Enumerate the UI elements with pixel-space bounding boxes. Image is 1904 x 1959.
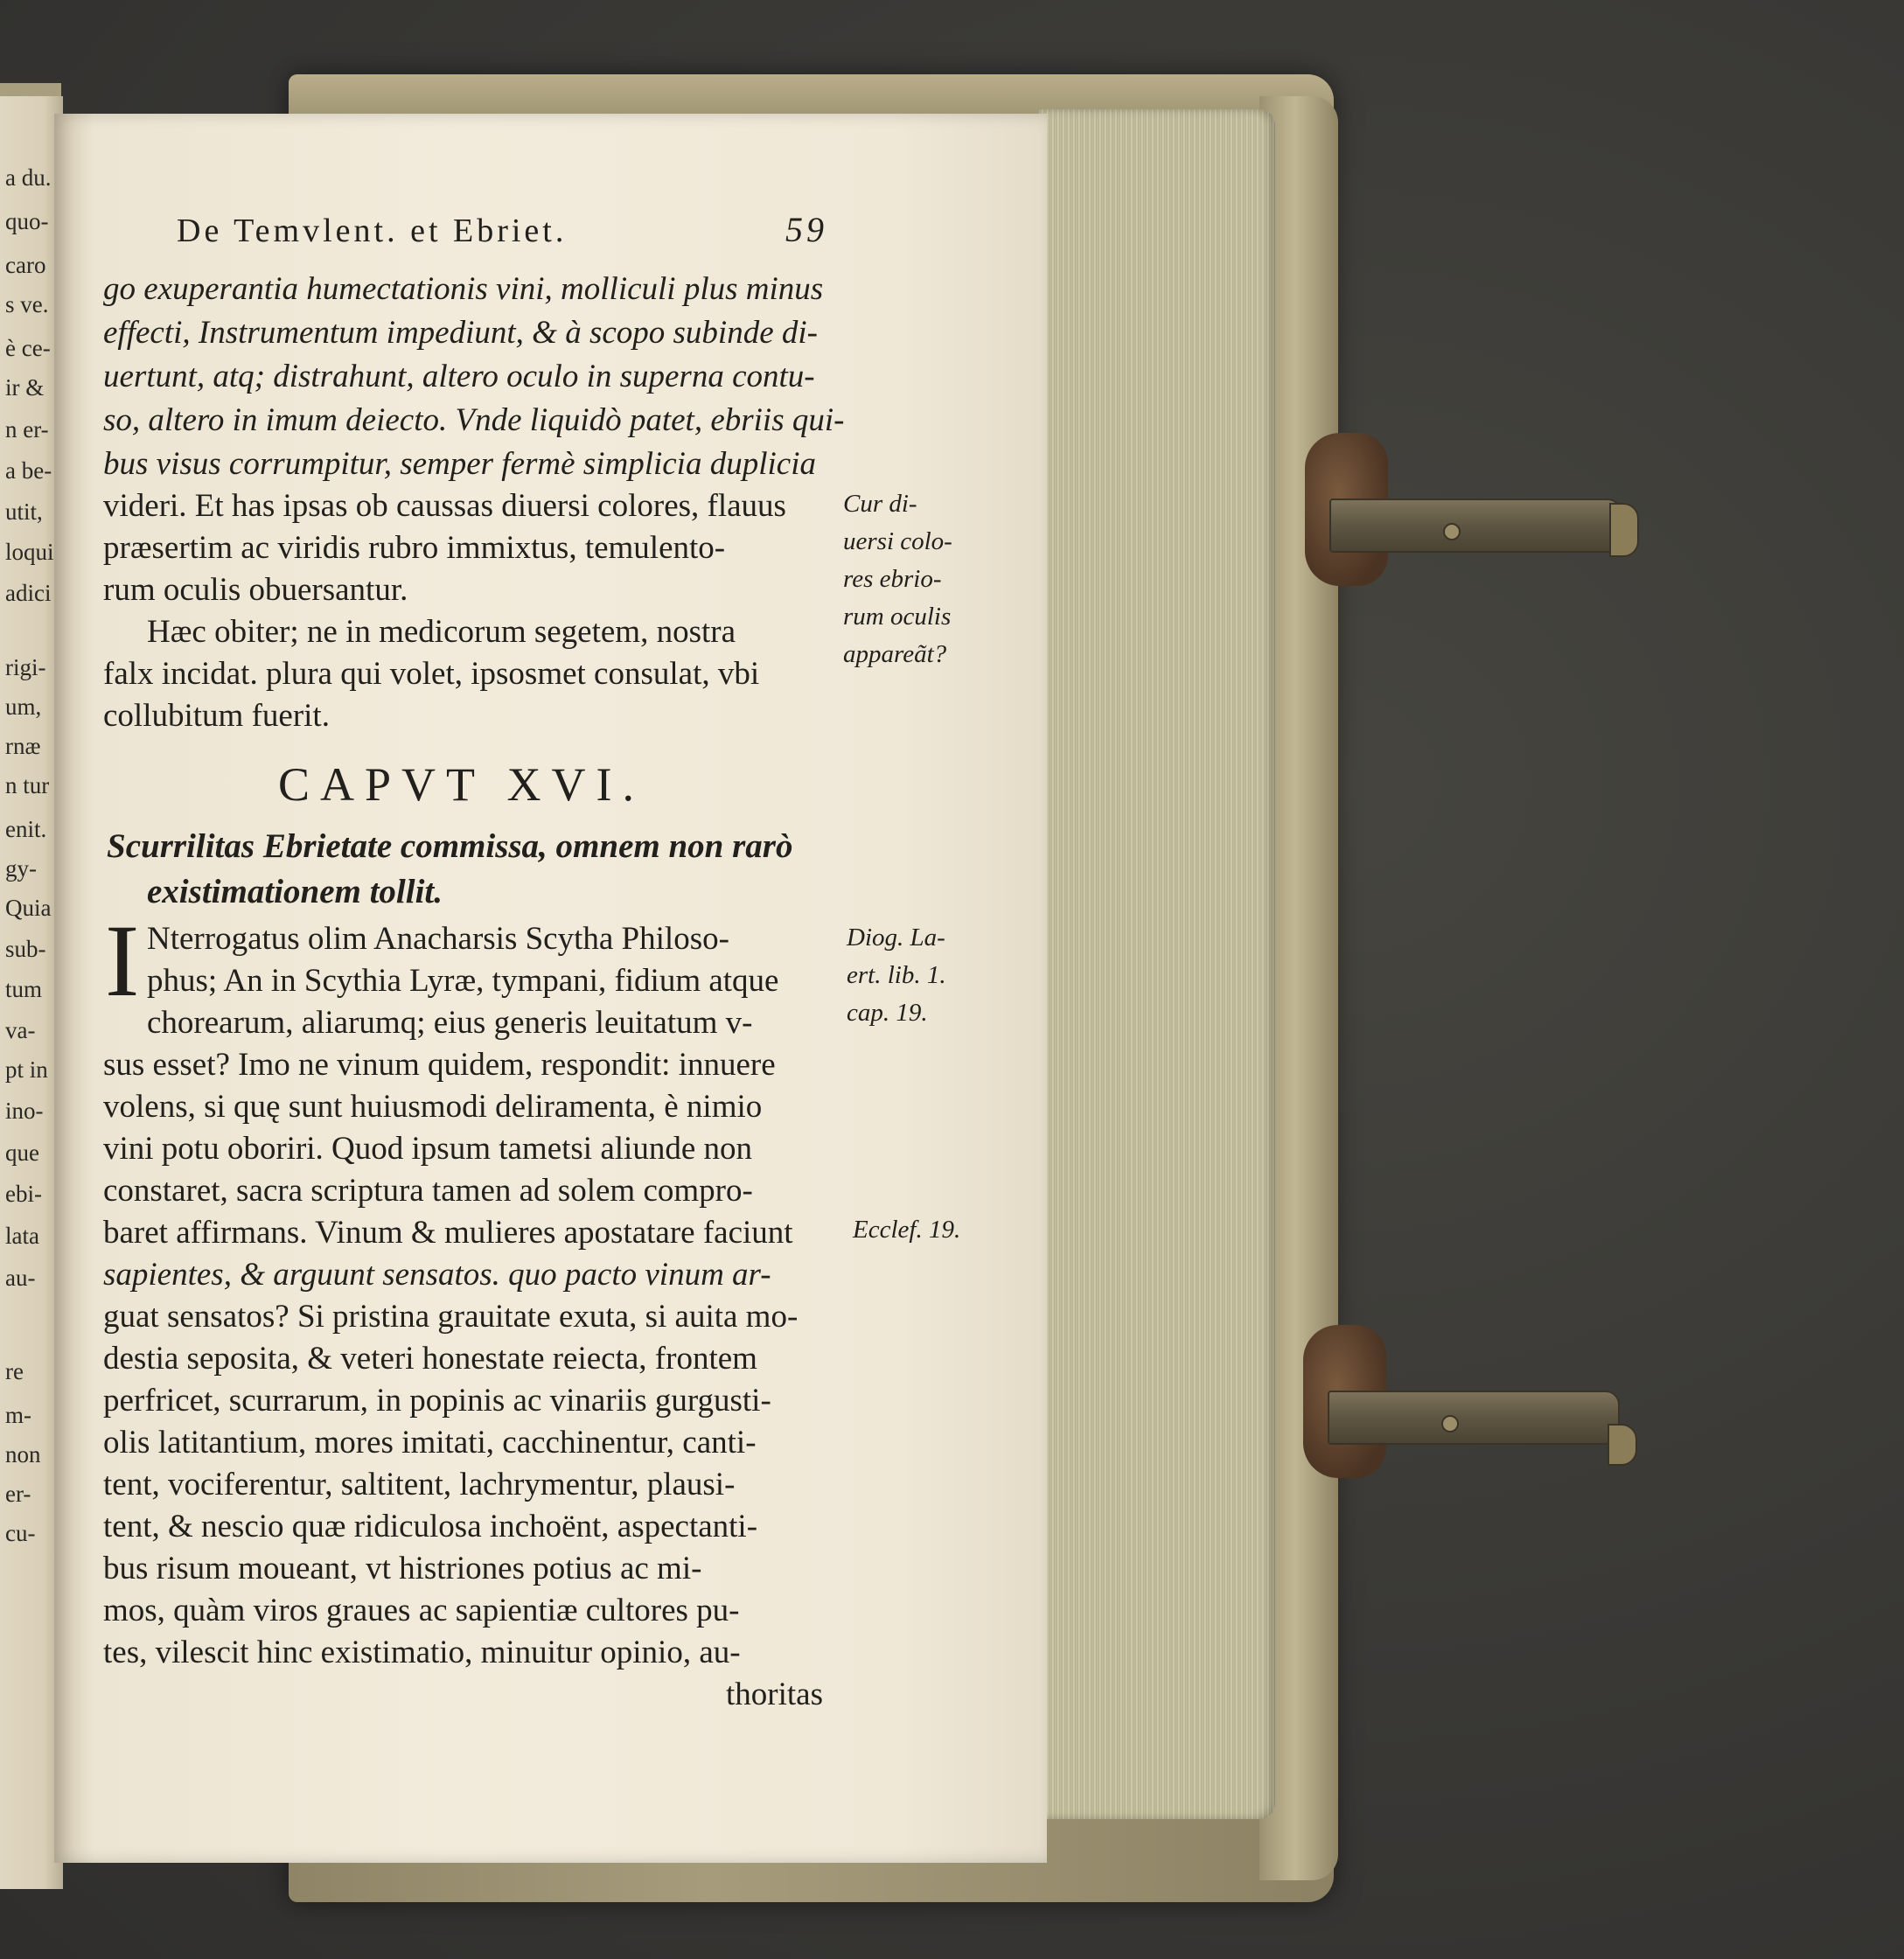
margin-note-line: rum oculis [843, 603, 952, 631]
left-page-fragment: utit, [5, 498, 43, 525]
text-line: falx incidat. plura qui volet, ipsosmet consulat, vbi [103, 656, 760, 692]
left-page-fragment: rigi- [5, 654, 46, 680]
left-page-fragment: m- [5, 1402, 31, 1428]
text-line: tent, & nescio quæ ridiculosa inchoënt, aspectanti- [103, 1509, 758, 1544]
chapter-heading: CAPVT XVI. [278, 758, 645, 811]
chapter-subtitle-line: existimationem tollit. [147, 873, 443, 910]
left-page-fragment: a du. [5, 164, 52, 191]
left-page-fragment: gy- [5, 855, 37, 882]
left-page-fragment: lata [5, 1223, 39, 1249]
margin-note-line: Cur di- [843, 490, 917, 518]
margin-note-line: uersi colo- [843, 527, 952, 555]
margin-note-line: appareãt? [843, 640, 947, 668]
text-line: collubitum fuerit. [103, 698, 330, 734]
text-line: bus risum moueant, vt histriones potius ac mi- [103, 1551, 702, 1586]
margin-note-line: res ebrio- [843, 565, 942, 593]
left-page-fragment: cu- [5, 1520, 36, 1546]
running-title: De Temvlent. et Ebriet. [177, 213, 568, 249]
text-line: so, altero in imum deiecto. Vnde liquidò patet, ebriis qui- [103, 402, 845, 438]
left-page-fragment: a be- [5, 457, 52, 484]
margin-note-line: cap. 19. [847, 999, 928, 1027]
text-line: guat sensatos? Si pristina grauitate exuta, si auita mo- [103, 1299, 799, 1335]
left-page-fragment: tum [5, 976, 43, 1002]
lower-clasp-rivet [1441, 1415, 1459, 1433]
left-page-fragment: rnæ [5, 733, 41, 759]
left-page-fragment: ir & [5, 374, 45, 401]
margin-note-line: Ecclef. 19. [853, 1216, 961, 1244]
text-line: effecti, Instrumentum impediunt, & à scopo subinde di- [103, 315, 818, 351]
margin-note-line: Diog. La- [847, 924, 945, 952]
text-line: Hæc obiter; ne in medicorum segetem, nostra [147, 614, 736, 650]
lower-clasp-hook [1608, 1424, 1637, 1466]
left-page-fragment: n er- [5, 416, 49, 443]
left-page-fragment: non [5, 1441, 41, 1468]
text-line: chorearum, aliarumq; eius generis leuitatum v- [147, 1005, 753, 1041]
text-line: præsertim ac viridis rubro immixtus, temulento- [103, 530, 726, 566]
text-line: rum oculis obuersantur. [103, 572, 408, 608]
left-page-fragment: ino- [5, 1098, 44, 1124]
text-line: vini potu oboriri. Quod ipsum tametsi aliunde non [103, 1131, 752, 1167]
upper-clasp-rivet [1443, 523, 1461, 540]
text-line: go exuperantia humectationis vini, molliculi plus minus [103, 271, 824, 307]
left-page-fragment: sub- [5, 936, 46, 962]
text-line: sus esset? Imo ne vinum quidem, respondit: innuere [103, 1047, 776, 1083]
lower-clasp-metal [1328, 1391, 1620, 1445]
text-line: phus; An in Scythia Lyræ, tympani, fidium atque [147, 963, 779, 999]
text-line: constaret, sacra scriptura tamen ad solem compro- [103, 1173, 753, 1209]
text-line: baret affirmans. Vinum & mulieres apostatare faciunt [103, 1215, 793, 1251]
text-line: volens, si quę sunt huiusmodi deliramenta, è nimio [103, 1089, 763, 1125]
text-line: destia seposita, & veteri honestate reiecta, frontem [103, 1341, 757, 1377]
left-page-fragment: n tur [5, 772, 50, 798]
drop-cap: I [105, 903, 140, 1018]
page-block-edge [1039, 109, 1275, 1819]
text-line: mos, quàm viros graues ac sapientiæ cultores pu- [103, 1593, 740, 1628]
text-line: bus visus corrumpitur, semper fermè simplicia duplicia [103, 446, 816, 482]
left-page-fragment: ebi- [5, 1181, 42, 1207]
text-line: Nterrogatus olim Anacharsis Scytha Philoso- [147, 921, 729, 957]
left-page-fragment: que [5, 1140, 39, 1166]
chapter-subtitle-line: Scurrilitas Ebrietate commissa, omnem non rarò [107, 827, 793, 865]
text-line: tes, vilescit hinc existimatio, minuitur opinio, au- [103, 1635, 741, 1670]
text-line: sapientes, & arguunt sensatos. quo pacto vinum ar- [103, 1257, 771, 1293]
left-page-fragment: pt in [5, 1056, 48, 1083]
text-line: olis latitantium, mores imitati, cacchinentur, canti- [103, 1425, 757, 1461]
left-page-fragment: au- [5, 1265, 36, 1291]
left-page-fragment: um, [5, 694, 42, 720]
upper-clasp-hook [1609, 503, 1639, 557]
text-line: videri. Et has ipsas ob caussas diuersi colores, flauus [103, 488, 786, 524]
margin-note-line: ert. lib. 1. [847, 961, 946, 989]
catchword: thoritas [726, 1677, 823, 1712]
text-line: tent, vociferentur, saltitent, lachrymentur, plausi- [103, 1467, 736, 1502]
left-page-fragment: s ve. [5, 291, 49, 317]
text-line: uertunt, atq; distrahunt, altero oculo in superna contu- [103, 359, 815, 394]
left-page-fragment: Quia [5, 895, 52, 921]
left-page-fragment: loqui [5, 539, 54, 565]
left-page-fragment: è ce- [5, 335, 51, 361]
left-page-fragment: caro [5, 252, 46, 278]
left-page-fragment: quo- [5, 208, 49, 234]
left-page-fragment: adici [5, 580, 52, 606]
text-line: perfricet, scurrarum, in popinis ac vinariis gurgusti- [103, 1383, 771, 1419]
left-page-fragment: re [5, 1358, 24, 1384]
upper-clasp-metal [1329, 498, 1622, 553]
page-number: 59 [785, 210, 827, 249]
left-page-fragment: er- [5, 1481, 31, 1507]
left-page-fragment: va- [5, 1017, 36, 1043]
left-page-fragment: enit. [5, 816, 47, 842]
